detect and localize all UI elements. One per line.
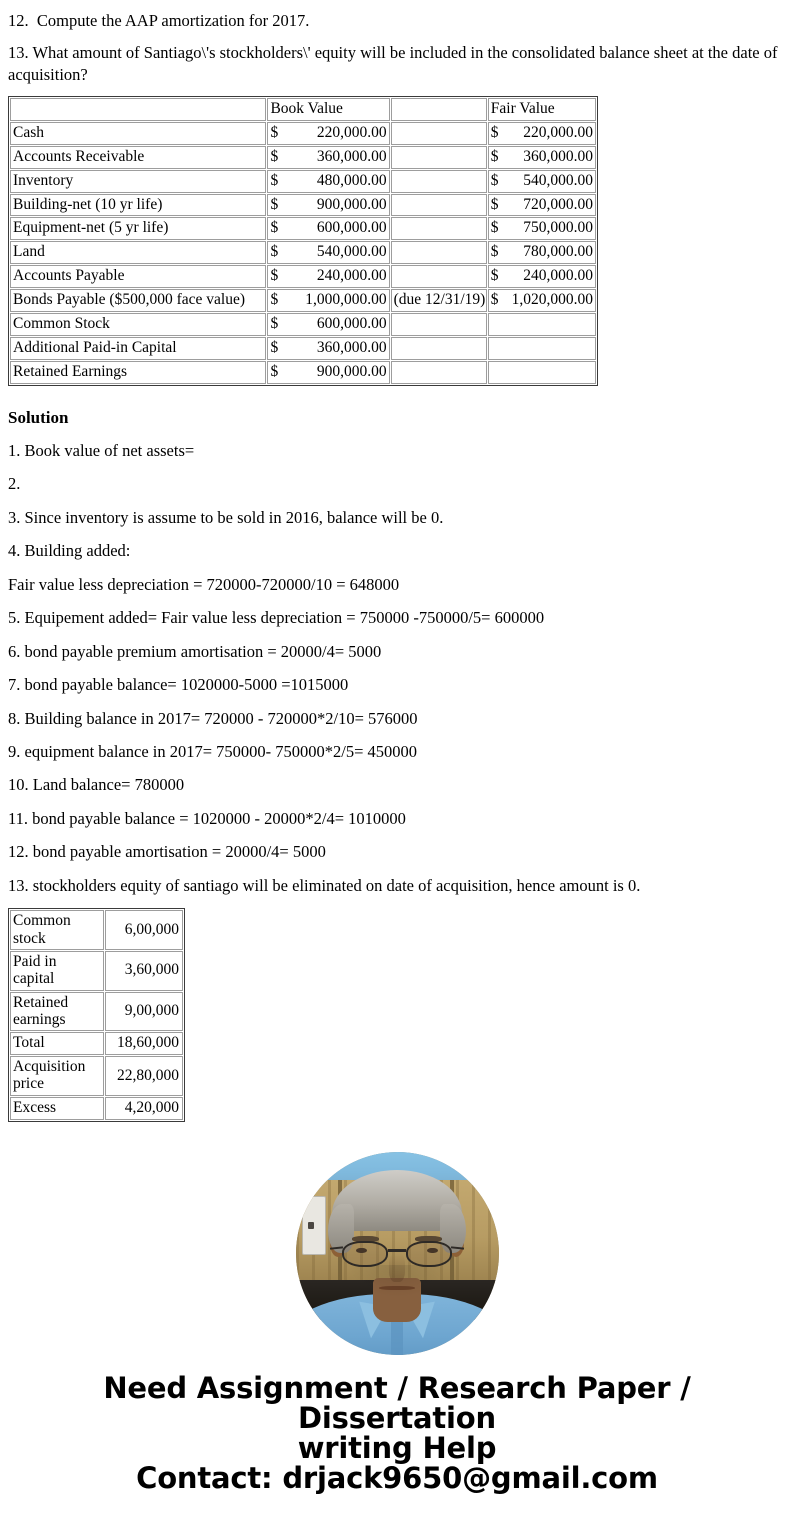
- table-row: [10, 217, 596, 240]
- promo-footer: [0, 1370, 794, 1514]
- note-cell: [391, 194, 487, 217]
- currency-symbol: $: [270, 362, 279, 380]
- row-label: Equipment-net (5 yr life): [10, 217, 266, 240]
- row-label: Cash: [10, 122, 266, 145]
- table-row: [10, 361, 596, 384]
- book-value-cell: [267, 361, 389, 384]
- row-label: Common Stock: [10, 313, 266, 336]
- table-row: [10, 194, 596, 217]
- row-label: Acquisition price: [10, 1056, 104, 1096]
- amount: 220,000.00: [523, 124, 593, 142]
- currency-symbol: $: [270, 219, 279, 237]
- note-cell: [391, 241, 487, 264]
- table-row: [10, 313, 596, 336]
- currency-symbol: $: [490, 171, 499, 189]
- currency-symbol: $: [490, 290, 499, 308]
- footer-line-2: writing Help: [297, 1430, 497, 1465]
- solution-step-11: 11. bond payable balance = 1020000 - 20000*2/4= 1010000: [8, 808, 406, 828]
- note-cell: (due 12/31/19): [391, 289, 487, 312]
- glasses-lens-left: [342, 1241, 388, 1267]
- row-label: Excess: [10, 1097, 104, 1120]
- currency-symbol: $: [270, 243, 279, 261]
- book-value-cell: [267, 313, 389, 336]
- amount: 780,000.00: [523, 243, 593, 261]
- row-label: Additional Paid-in Capital: [10, 337, 266, 360]
- currency-symbol: $: [270, 290, 279, 308]
- solution-step-6: 6. bond payable premium amortisation = 20000/4= 5000: [8, 641, 382, 661]
- note-cell: [391, 146, 487, 169]
- solution-step-4: 4. Building added:: [8, 541, 131, 561]
- table-row: [10, 146, 596, 169]
- chin-shadow: [348, 1265, 445, 1297]
- table-row: [10, 992, 183, 1032]
- table-row: [10, 122, 596, 145]
- amount: 540,000.00: [523, 171, 593, 189]
- book-value-cell: [267, 194, 389, 217]
- solution-step-5: 5. Equipement added= Fair value less depreciation = 750000 -750000/5= 600000: [8, 608, 545, 628]
- row-label: Retained Earnings: [10, 361, 266, 384]
- amount: 360,000.00: [523, 147, 593, 165]
- book-value-cell: [267, 265, 389, 288]
- row-label: Accounts Receivable: [10, 146, 266, 169]
- amount: 750,000.00: [523, 219, 593, 237]
- currency-symbol: $: [270, 124, 279, 142]
- currency-symbol: $: [270, 314, 279, 332]
- amount: 540,000.00: [316, 243, 387, 261]
- row-label: Total: [10, 1032, 104, 1055]
- table-row: [10, 1032, 183, 1055]
- row-value: 3,60,000: [105, 951, 183, 991]
- book-value-cell: [267, 170, 389, 193]
- solution-step-7: 7. bond payable balance= 1020000-5000 =1015000: [8, 675, 349, 695]
- solution-step-8: 8. Building balance in 2017= 720000 - 720000*2/10= 576000: [8, 708, 418, 728]
- currency-symbol: $: [490, 147, 499, 165]
- currency-symbol: $: [270, 338, 279, 356]
- amount: 600,000.00: [316, 219, 387, 237]
- book-value-cell: [267, 122, 389, 145]
- solution-step-12: 12. bond payable amortisation = 20000/4= 5000: [8, 842, 326, 862]
- currency-symbol: $: [270, 147, 279, 165]
- book-value-cell: [267, 241, 389, 264]
- amount: 900,000.00: [316, 195, 387, 213]
- solution-step-4-detail: Fair value less depreciation = 720000-720000/10 = 648000: [8, 574, 400, 594]
- fair-value-cell: [488, 289, 596, 312]
- note-cell: [391, 337, 487, 360]
- amount: 360,000.00: [316, 147, 387, 165]
- row-label: Bonds Payable ($500,000 face value): [10, 289, 266, 312]
- book-value-cell: [267, 337, 389, 360]
- solution-step-10: 10. Land balance= 780000: [8, 775, 185, 795]
- fair-value-cell: [488, 194, 596, 217]
- note-cell: [391, 170, 487, 193]
- glasses-lens-right: [406, 1241, 452, 1267]
- note-cell: [391, 217, 487, 240]
- amount: 900,000.00: [316, 362, 387, 380]
- table-header-row: [10, 98, 596, 121]
- amount: 240,000.00: [523, 267, 593, 284]
- glasses-bridge: [388, 1249, 406, 1251]
- table-row: [10, 289, 596, 312]
- currency-symbol: $: [490, 195, 499, 213]
- equity-summary-table: [8, 908, 185, 1122]
- note-cell: [391, 122, 487, 145]
- currency-symbol: $: [270, 171, 279, 189]
- header-book-value: Book Value: [267, 98, 389, 121]
- header-blank: [10, 98, 266, 121]
- balance-sheet-table: [8, 96, 598, 385]
- fair-value-cell: [488, 217, 596, 240]
- row-label: Land: [10, 241, 266, 264]
- table-row: [10, 265, 596, 288]
- row-value: 4,20,000: [105, 1097, 183, 1120]
- note-cell: [391, 313, 487, 336]
- row-label: Retained earnings: [10, 992, 104, 1032]
- row-label: Accounts Payable: [10, 265, 266, 288]
- solution-step-2: 2.: [8, 474, 21, 494]
- book-value-cell: [267, 217, 389, 240]
- book-value-cell: [267, 289, 389, 312]
- table-row: [10, 951, 183, 991]
- currency-symbol: $: [490, 267, 499, 284]
- amount: 600,000.00: [316, 314, 387, 332]
- question-13: 13. What amount of Santiago\'s stockholders\' equity will be included in the consolidated balance sheet at the date of acquisition?: [8, 43, 782, 84]
- currency-symbol: $: [270, 195, 279, 213]
- solution-step-1: 1. Book value of net assets=: [8, 441, 195, 461]
- row-value: 9,00,000: [105, 992, 183, 1032]
- row-value: 22,80,000: [105, 1056, 183, 1096]
- currency-symbol: $: [490, 124, 499, 142]
- footer-line-3: Contact: drjack9650@gmail.com: [136, 1461, 658, 1496]
- fair-value-cell: [488, 146, 596, 169]
- fair-value-cell: [488, 241, 596, 264]
- fair-value-cell: [488, 361, 596, 384]
- fair-value-cell: [488, 170, 596, 193]
- row-value: 18,60,000: [105, 1032, 183, 1055]
- book-value-cell: [267, 146, 389, 169]
- note-cell: [391, 361, 487, 384]
- amount: 480,000.00: [316, 171, 387, 189]
- table-row: [10, 1056, 183, 1096]
- currency-symbol: $: [490, 243, 499, 261]
- amount: 720,000.00: [523, 195, 593, 213]
- solution-step-3: 3. Since inventory is assume to be sold in 2016, balance will be 0.: [8, 507, 444, 527]
- amount: 1,020,000.00: [511, 290, 593, 308]
- row-value: 6,00,000: [105, 910, 183, 950]
- header-fair-value: Fair Value: [488, 98, 596, 121]
- footer-line-1: Need Assignment / Research Paper / Dissertation: [103, 1370, 691, 1435]
- fair-value-cell: [488, 337, 596, 360]
- table-row: [10, 337, 596, 360]
- amount: 220,000.00: [316, 124, 387, 142]
- portrait-photo-container: [0, 1122, 794, 1373]
- wall-switch-plate: [302, 1196, 326, 1255]
- fair-value-cell: [488, 265, 596, 288]
- row-label: Common stock: [10, 910, 104, 950]
- fair-value-cell: [488, 313, 596, 336]
- currency-symbol: $: [270, 267, 279, 284]
- table-row: [10, 241, 596, 264]
- table-row: [10, 910, 183, 950]
- row-label: Paid in capital: [10, 951, 104, 991]
- row-label: Inventory: [10, 170, 266, 193]
- solution-step-13: 13. stockholders equity of santiago will be eliminated on date of acquisition, hence amount is 0.: [8, 875, 641, 895]
- table-row: [10, 170, 596, 193]
- row-label: Building-net (10 yr life): [10, 194, 266, 217]
- currency-symbol: $: [490, 219, 499, 237]
- avatar: [296, 1152, 499, 1355]
- note-cell: [391, 265, 487, 288]
- solution-step-9: 9. equipment balance in 2017= 750000- 750000*2/5= 450000: [8, 741, 418, 761]
- header-blank-2: [391, 98, 487, 121]
- solution-heading: Solution: [8, 407, 69, 427]
- amount: 240,000.00: [316, 267, 387, 284]
- amount: 360,000.00: [316, 338, 387, 356]
- fair-value-cell: [488, 122, 596, 145]
- amount: 1,000,000.00: [305, 290, 387, 308]
- table-row: [10, 1097, 183, 1120]
- question-12: 12. Compute the AAP amortization for 2017.: [8, 11, 310, 30]
